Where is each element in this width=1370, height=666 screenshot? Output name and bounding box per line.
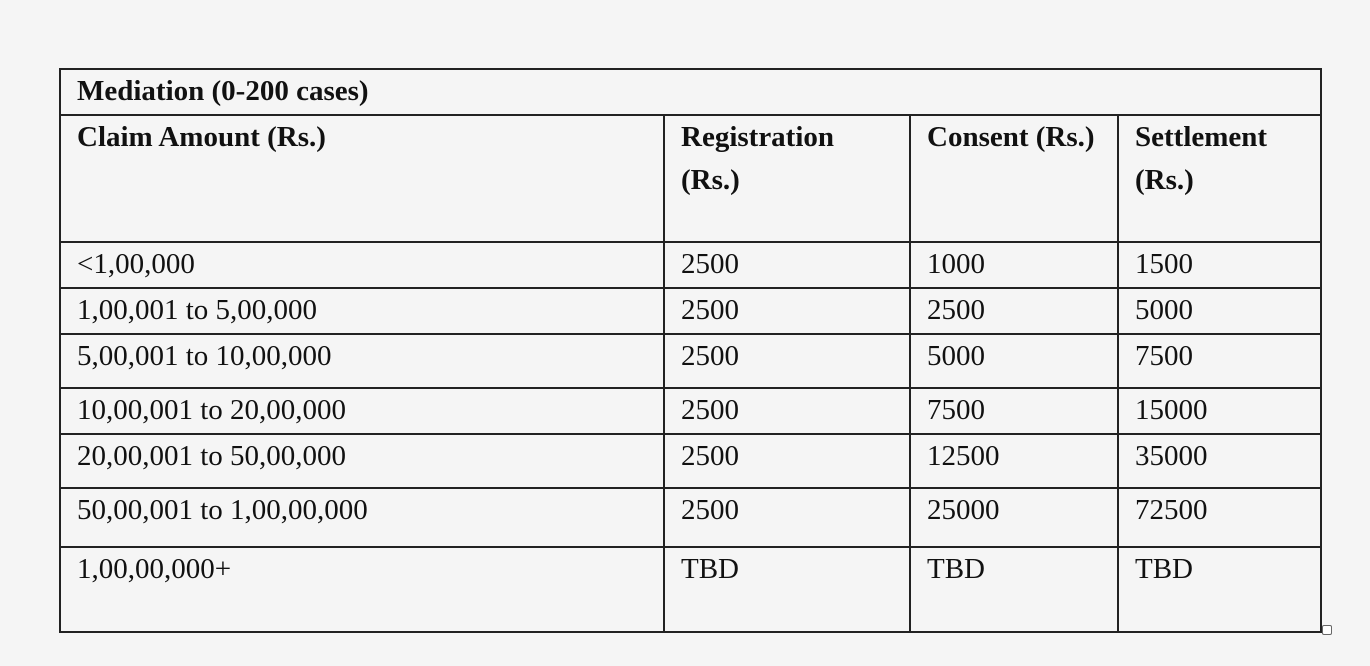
cell-settlement: TBD: [1118, 547, 1321, 632]
table-title-row: [60, 69, 1321, 115]
table-row: [60, 547, 1321, 632]
cell-registration: 2500: [664, 242, 910, 288]
cell-claim: 20,00,001 to 50,00,000: [60, 434, 664, 488]
cell-registration: 2500: [664, 334, 910, 388]
table-resize-handle[interactable]: [1322, 625, 1332, 635]
cell-registration: 2500: [664, 288, 910, 334]
mediation-fee-table: [59, 68, 1322, 633]
table-row: [60, 288, 1321, 334]
cell-settlement: 7500: [1118, 334, 1321, 388]
cell-registration: TBD: [664, 547, 910, 632]
cell-settlement: 1500: [1118, 242, 1321, 288]
header-settlement: Settlement (Rs.): [1118, 115, 1321, 242]
cell-consent: 12500: [910, 434, 1118, 488]
table-row: [60, 434, 1321, 488]
cell-registration: 2500: [664, 388, 910, 434]
cell-consent: TBD: [910, 547, 1118, 632]
cell-registration: 2500: [664, 434, 910, 488]
table-row: [60, 334, 1321, 388]
table-title: Mediation (0-200 cases): [60, 69, 1321, 115]
cell-settlement: 72500: [1118, 488, 1321, 547]
cell-consent: 25000: [910, 488, 1118, 547]
cell-claim: 1,00,001 to 5,00,000: [60, 288, 664, 334]
cell-claim: 1,00,00,000+: [60, 547, 664, 632]
table-row: [60, 242, 1321, 288]
cell-consent: 2500: [910, 288, 1118, 334]
header-consent: Consent (Rs.): [910, 115, 1118, 242]
cell-consent: 1000: [910, 242, 1118, 288]
table-header-row: [60, 115, 1321, 242]
header-claim-amount: Claim Amount (Rs.): [60, 115, 664, 242]
cell-settlement: 35000: [1118, 434, 1321, 488]
table-row: [60, 488, 1321, 547]
cell-registration: 2500: [664, 488, 910, 547]
cell-claim: 50,00,001 to 1,00,00,000: [60, 488, 664, 547]
cell-claim: 5,00,001 to 10,00,000: [60, 334, 664, 388]
cell-consent: 5000: [910, 334, 1118, 388]
cell-settlement: 5000: [1118, 288, 1321, 334]
cell-claim: 10,00,001 to 20,00,000: [60, 388, 664, 434]
table-row: [60, 388, 1321, 434]
cell-settlement: 15000: [1118, 388, 1321, 434]
cell-claim: <1,00,000: [60, 242, 664, 288]
header-registration: Registration (Rs.): [664, 115, 910, 242]
cell-consent: 7500: [910, 388, 1118, 434]
